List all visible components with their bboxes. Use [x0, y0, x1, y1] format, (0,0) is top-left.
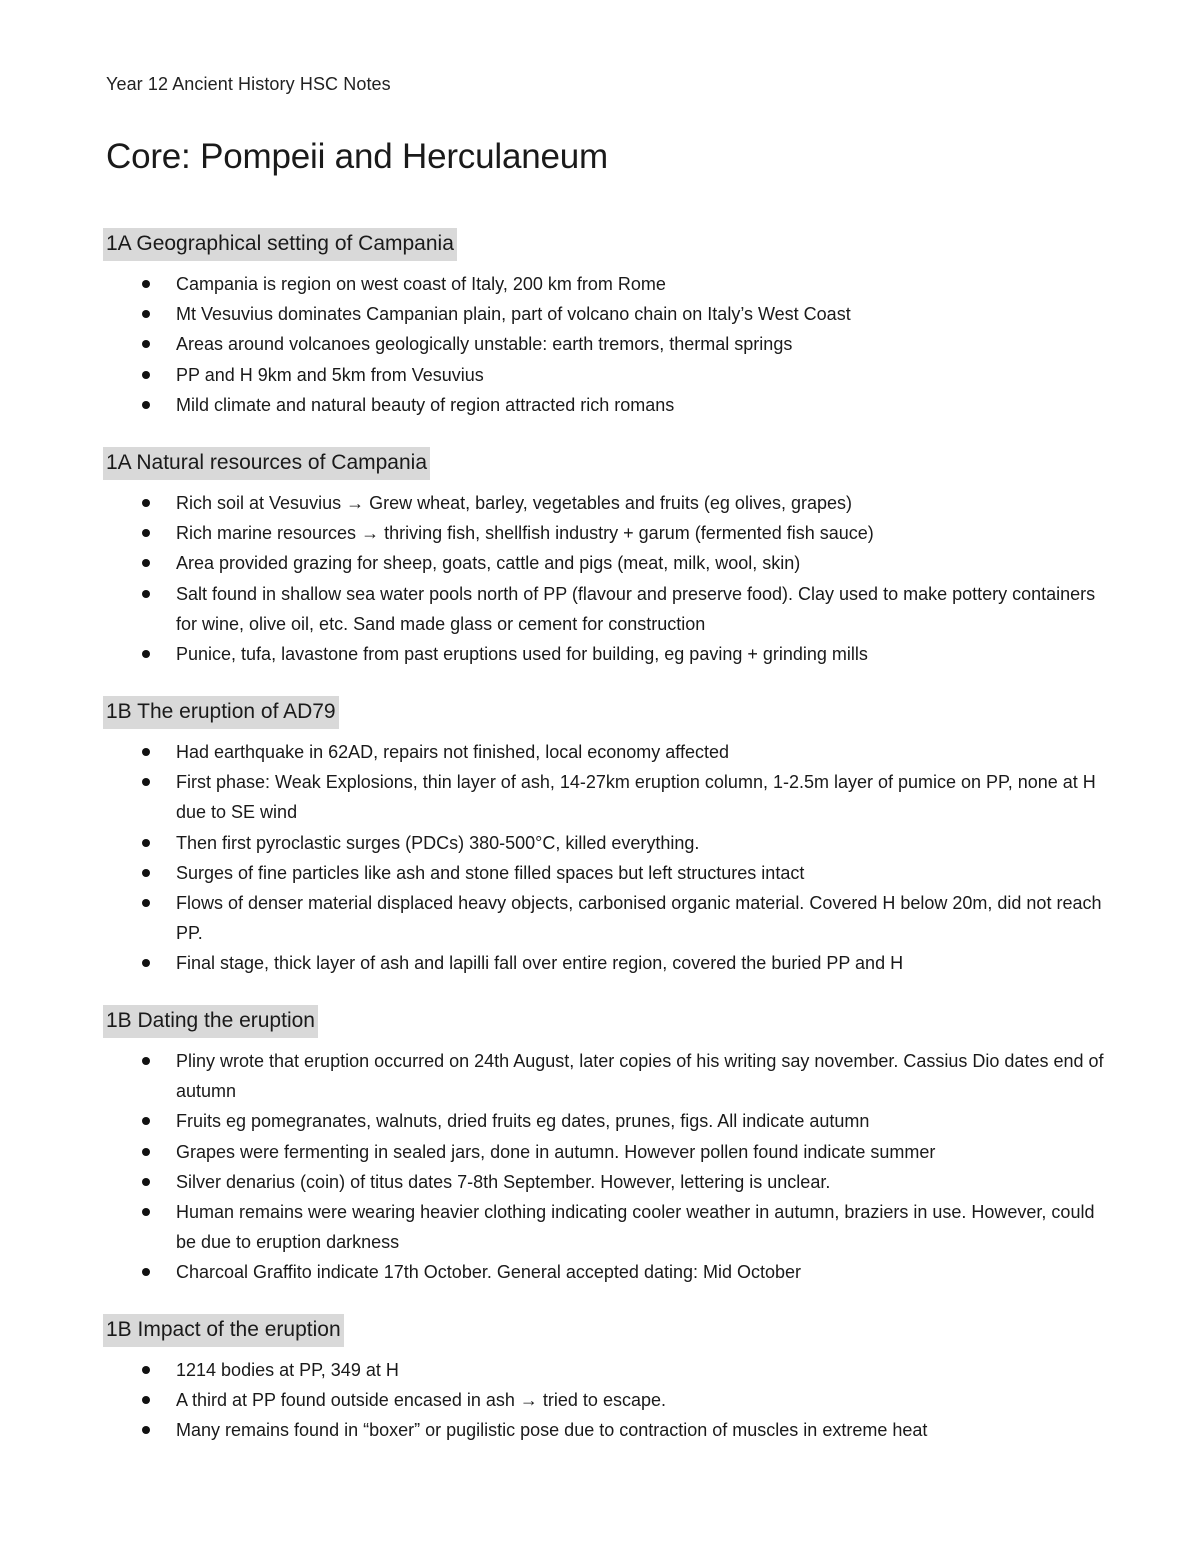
bullet-icon	[142, 499, 150, 507]
bullet-text: Pliny wrote that eruption occurred on 24th August, later copies of his writing say november. Cassius Dio dates end of autumn	[176, 1051, 1104, 1102]
bullet-icon	[142, 869, 150, 877]
bullet-text: Fruits eg pomegranates, walnuts, dried fruits eg dates, prunes, figs. All indicate autumn	[176, 1111, 870, 1132]
bullet-text: Punice, tufa, lavastone from past eruptions used for building, eg paving + grinding mills	[176, 644, 868, 665]
list-item	[106, 1385, 1106, 1415]
list-item	[106, 579, 1106, 639]
list-item	[106, 767, 1106, 827]
list-item	[106, 737, 1106, 767]
bullet-text: Final stage, thick layer of ash and lapilli fall over entire region, covered the buried PP and H	[176, 953, 904, 974]
bullet-list	[106, 269, 1106, 420]
bullet-text: Mild climate and natural beauty of region attracted rich romans	[176, 394, 675, 415]
section-heading: 1A Geographical setting of Campania	[103, 228, 457, 261]
bullet-icon	[142, 1208, 150, 1216]
bullet-text: Mt Vesuvius dominates Campanian plain, part of volcano chain on Italy’s West Coast	[176, 304, 851, 325]
bullet-icon	[142, 590, 150, 598]
list-item	[106, 1167, 1106, 1197]
section-heading: 1A Natural resources of Campania	[103, 447, 430, 480]
bullet-icon	[142, 650, 150, 658]
bullet-icon	[142, 559, 150, 567]
list-item	[106, 360, 1106, 390]
list-item	[106, 1137, 1106, 1167]
bullet-icon	[142, 1117, 150, 1125]
bullet-icon	[142, 1178, 150, 1186]
bullet-list	[106, 737, 1106, 979]
bullet-list	[106, 1046, 1106, 1288]
bullet-text: Salt found in shallow sea water pools north of PP (flavour and preserve food). Clay used to make pottery containers for wine, olive oil, etc. Sand made glass or cement for construction	[176, 583, 1096, 634]
list-item	[106, 1046, 1106, 1106]
list-item	[106, 1197, 1106, 1257]
section-heading: 1B Impact of the eruption	[103, 1314, 344, 1347]
header-note: Year 12 Ancient History HSC Notes	[106, 74, 391, 94]
bullet-text: Surges of fine particles like ash and stone filled spaces but left structures intact	[176, 862, 805, 883]
list-item	[106, 269, 1106, 299]
document-title: Core: Pompeii and Herculaneum	[106, 137, 608, 176]
bullet-icon	[142, 529, 150, 537]
bullet-icon	[142, 310, 150, 318]
bullet-icon	[142, 280, 150, 288]
bullet-text: Rich soil at Vesuvius → Grew wheat, barley, vegetables and fruits (eg olives, grapes)	[176, 493, 852, 513]
bullet-icon	[142, 1426, 150, 1434]
bullet-text: Areas around volcanoes geologically unstable: earth tremors, thermal springs	[176, 334, 793, 355]
bullet-icon	[142, 959, 150, 967]
list-item	[106, 390, 1106, 420]
section-eruption-ad79	[106, 696, 1106, 979]
bullet-text: PP and H 9km and 5km from Vesuvius	[176, 364, 484, 385]
bullet-text: Flows of denser material displaced heavy objects, carbonised organic material. Covered H below 20m, did not reach PP.	[176, 893, 1102, 944]
bullet-text: Had earthquake in 62AD, repairs not finished, local economy affected	[176, 742, 729, 762]
bullet-text: Area provided grazing for sheep, goats, cattle and pigs (meat, milk, wool, skin)	[176, 553, 801, 574]
bullet-icon	[142, 1396, 150, 1404]
bullet-icon	[142, 899, 150, 907]
section-natural-resources	[106, 447, 1106, 669]
list-item	[106, 299, 1106, 329]
list-item	[106, 518, 1106, 548]
bullet-icon	[142, 340, 150, 348]
bullet-icon	[142, 371, 150, 379]
bullet-icon	[142, 839, 150, 847]
bullet-text: Then first pyroclastic surges (PDCs) 380-500°C, killed everything.	[176, 832, 700, 853]
bullet-text: Grapes were fermenting in sealed jars, done in autumn. However pollen found indicate summer	[176, 1141, 936, 1162]
list-item	[106, 1257, 1106, 1287]
bullet-icon	[142, 748, 150, 756]
bullet-icon	[142, 1148, 150, 1156]
bullet-text: Charcoal Graffito indicate 17th October. General accepted dating: Mid October	[176, 1262, 802, 1283]
list-item	[106, 888, 1106, 948]
bullet-text: Campania is region on west coast of Italy, 200 km from Rome	[176, 274, 666, 294]
list-item	[106, 548, 1106, 578]
section-dating-eruption	[106, 1005, 1106, 1288]
section-impact-eruption	[106, 1314, 1106, 1446]
bullet-icon	[142, 778, 150, 786]
list-item	[106, 1355, 1106, 1385]
list-item	[106, 828, 1106, 858]
bullet-icon	[142, 1268, 150, 1276]
bullet-list	[106, 1355, 1106, 1446]
list-item	[106, 488, 1106, 518]
bullet-text: Human remains were wearing heavier clothing indicating cooler weather in autumn, braziers in use. However, could be due to eruption darkness	[176, 1202, 1095, 1253]
bullet-icon	[142, 1057, 150, 1065]
bullet-text: 1214 bodies at PP, 349 at H	[176, 1360, 399, 1380]
list-item	[106, 858, 1106, 888]
section-heading: 1B Dating the eruption	[103, 1005, 318, 1038]
bullet-text: Rich marine resources → thriving fish, shellfish industry + garum (fermented fish sauce)	[176, 523, 874, 544]
section-geographical-setting	[106, 228, 1106, 420]
bullet-icon	[142, 401, 150, 409]
bullet-list	[106, 488, 1106, 669]
section-heading: 1B The eruption of AD79	[103, 696, 339, 729]
list-item	[106, 329, 1106, 359]
bullet-text: Silver denarius (coin) of titus dates 7-8th September. However, lettering is unclear.	[176, 1171, 831, 1192]
bullet-text: A third at PP found outside encased in ash → tried to escape.	[176, 1390, 666, 1411]
list-item	[106, 1106, 1106, 1136]
list-item	[106, 639, 1106, 669]
list-item	[106, 1415, 1106, 1445]
bullet-icon	[142, 1366, 150, 1374]
list-item	[106, 948, 1106, 978]
bullet-text: First phase: Weak Explosions, thin layer of ash, 14-27km eruption column, 1-2.5m layer of pumice on PP, none at H due to SE wind	[176, 772, 1096, 823]
bullet-text: Many remains found in “boxer” or pugilistic pose due to contraction of muscles in extreme heat	[176, 1420, 928, 1441]
